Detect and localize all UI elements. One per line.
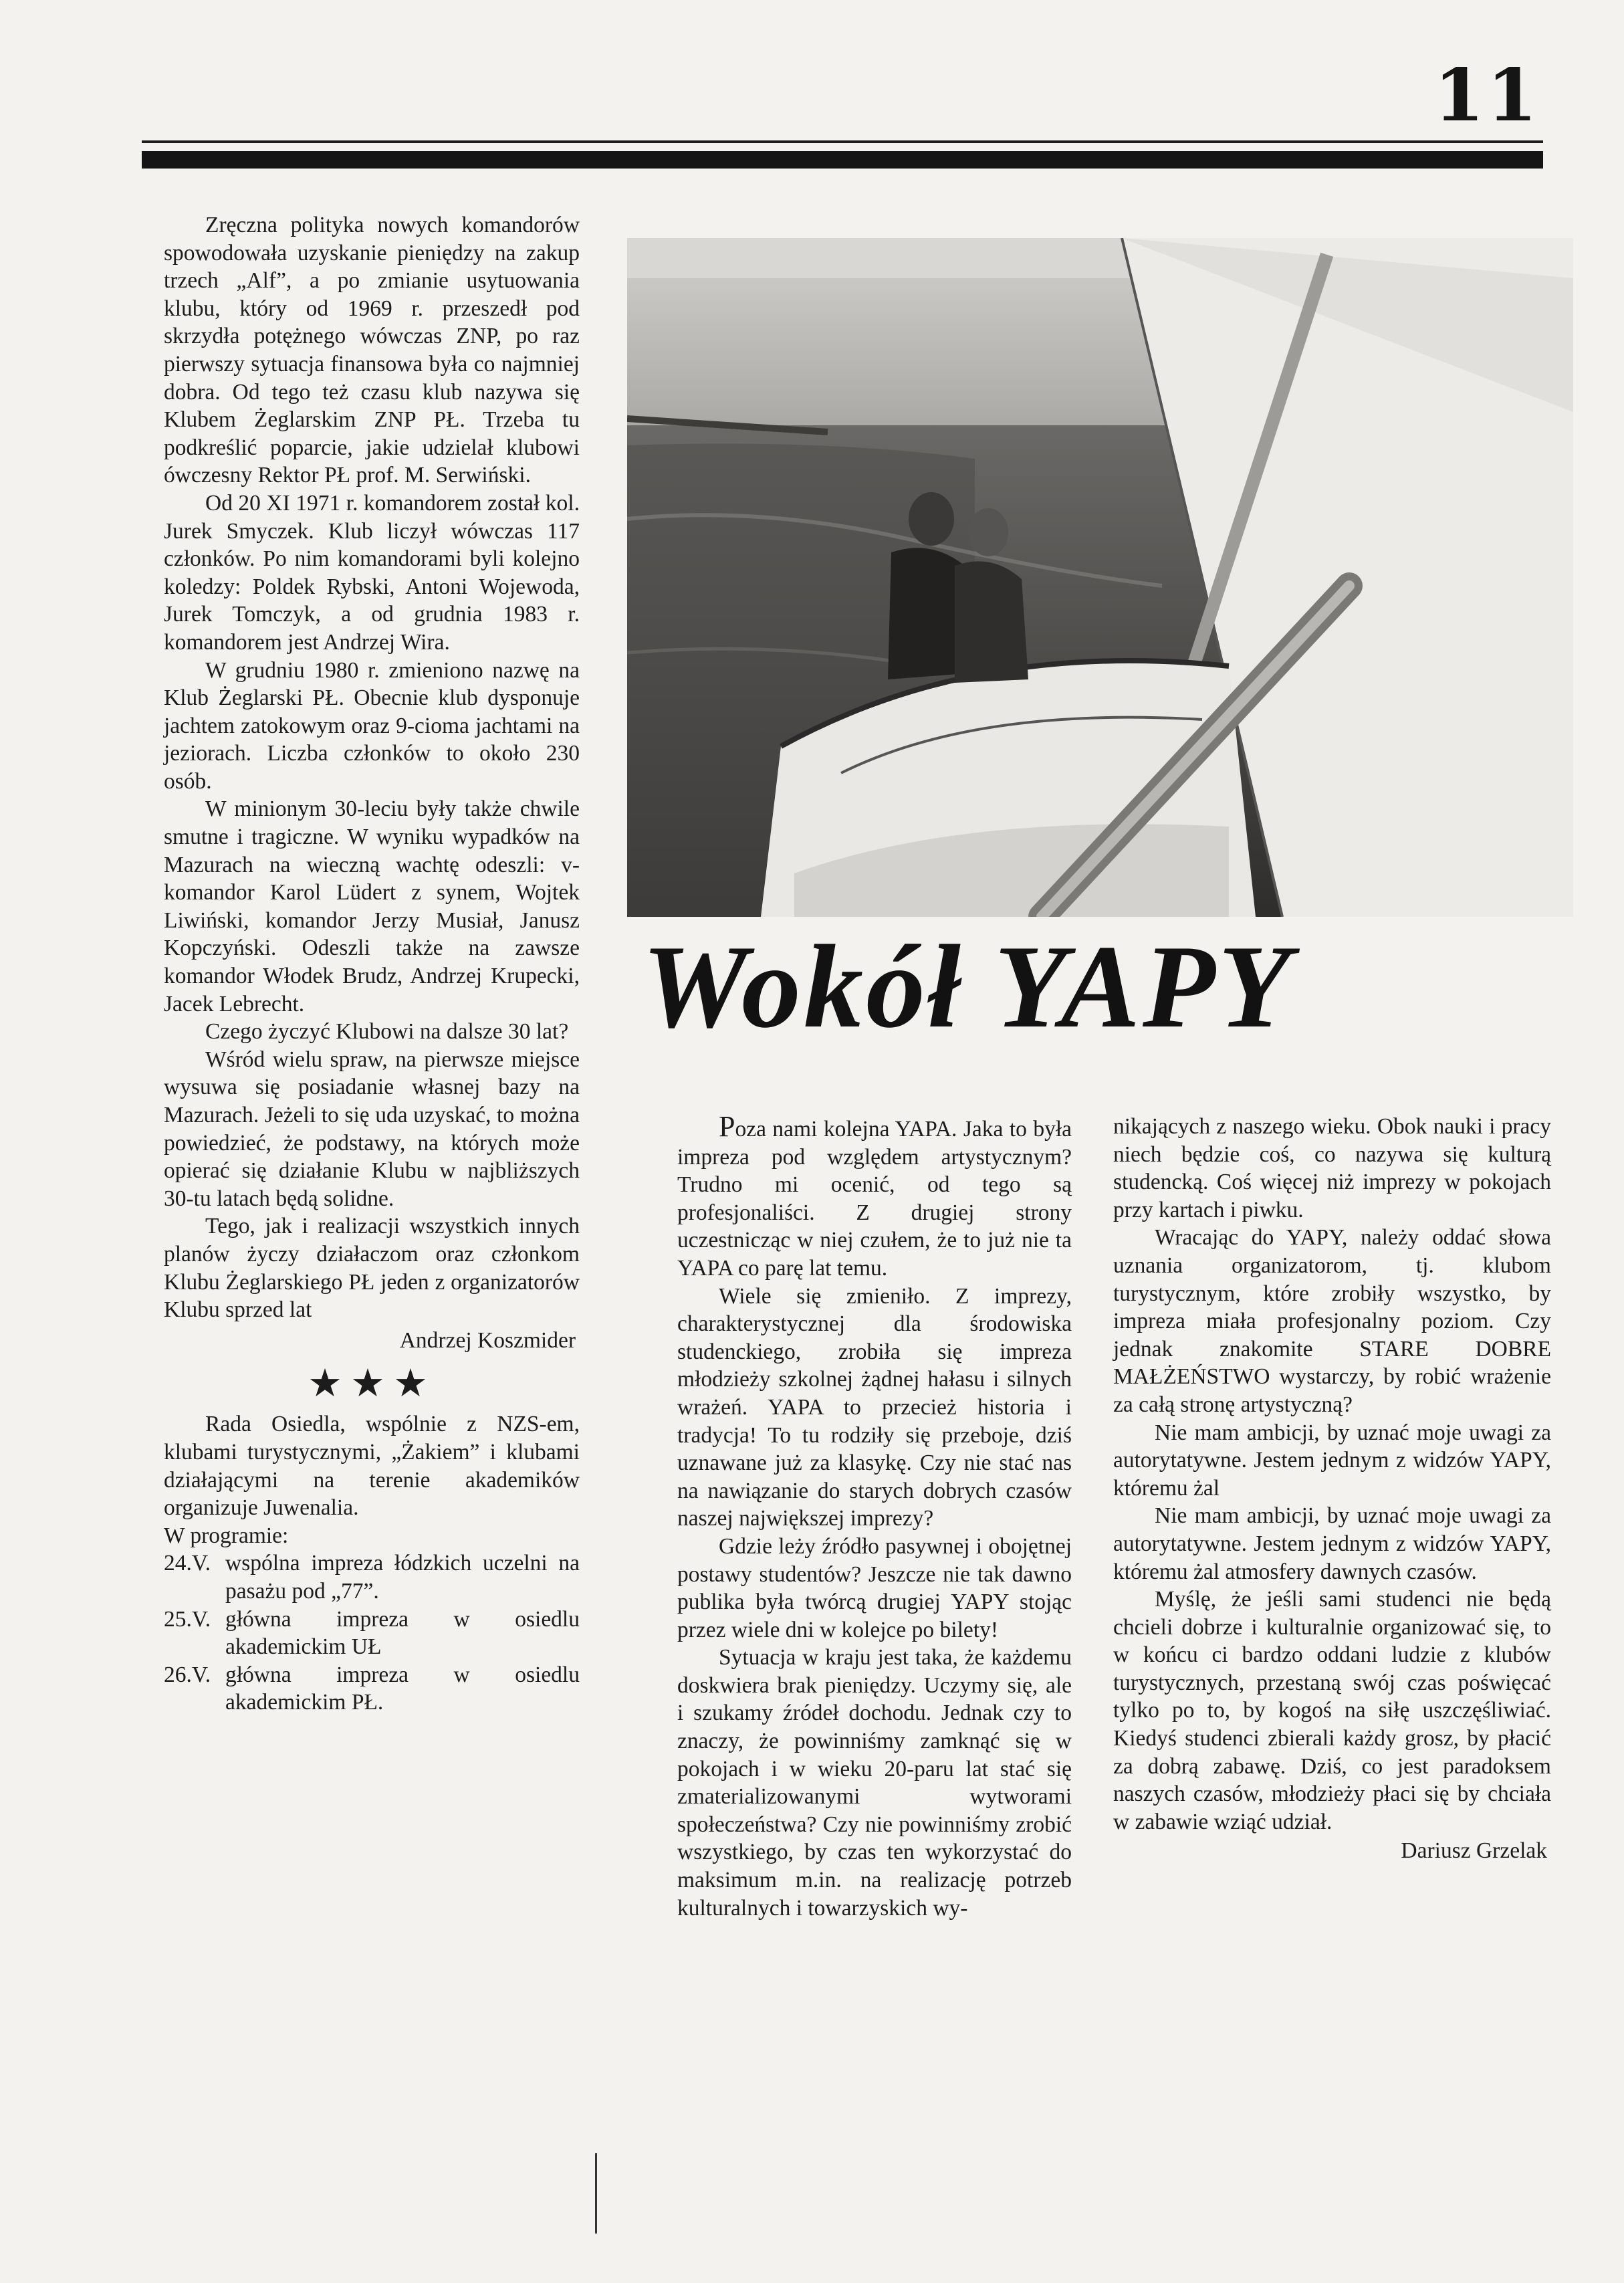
history-paragraph: Wśród wielu spraw, na pierwsze miejsce wysuwa się posiadanie własnej bazy na Mazurach. Jeżeli to się uda uzyskać, to można powiedzieć, że podstawy, na których może opierać się działanie Klubu w najbliższych 30-tu latach będą solidne. [164,1047,580,1211]
club-history-column [164,211,580,1717]
article-column-middle [677,1110,1072,1922]
article-paragraph: Nie mam ambicji, by uznać moje uwagi za autorytatywne. Jestem jednym z widzów YAPY, któremu żal [1113,1420,1551,1501]
program-date: 24.V. [164,1551,211,1576]
separator-stars: ★★★ [308,1362,436,1406]
program-item [164,1606,580,1661]
drop-cap: P [719,1110,735,1143]
column-divider [595,2153,597,2234]
article-paragraph: Myślę, że jeśli sami studenci nie będą chcieli dobrze i kulturalnie organizować się, to w końcu ci bardzo oddani ludzie z klubów turystycznych, przestaną swój czas poświęcać tylko po to, by kogoś na siłę uszczęśliwiać. Kiedyś studenci zbierali każdy grosz, by płacić za dobrą zabawę. Dziś, co jest paradoksem naszych czasów, młodzieży płaci się by chciała w zabawie wziąć udział. [1113,1587,1551,1834]
article-paragraph: oza nami kolejna YAPA. Jaka to była impreza pod względem artystycznym? Trudno mi ocenić, od tego są profesjonaliści. Z drugiej strony uczestnicząc w niej czułem, że to już nie ta YAPA co parę lat temu. [677,1117,1072,1281]
program-description: główna impreza w osiedlu akademickim PŁ. [225,1662,580,1715]
header-rule-thick [142,151,1543,169]
article-paragraph: Wracając do YAPY, należy oddać słowa uznania organizatorom, tj. klubom turystycznym, które zrobiły wszystko, by impreza miała profesjonalny poziom. Czy jednak znakomite STARE DOBRE MAŁŻEŃSTWO wystarczy, by robić wrażenie za całą stronę artystyczną? [1113,1225,1551,1417]
article-column-right [1113,1113,1551,1865]
program-date: 26.V. [164,1662,211,1687]
article-paragraph: nikających z naszego wieku. Obok nauki i pracy niech będzie coś, co nazywa się kulturą studencką. Coś więcej niż imprezy w pokojach przy kartach i piwku. [1113,1114,1551,1222]
history-paragraph: Czego życzyć Klubowi na dalsze 30 lat? [205,1019,569,1045]
history-paragraph: Zręczna polityka nowych komandorów spowodowała uzyskanie pieniędzy na zakup trzech „Alf”, a po zmianie usytuowania klubu, który od 1969 r. przeszedł pod skrzydła potężnego wówczas ZNP, po raz pierwszy sytuacja finansowa była co najmniej dobra. Od tego też czasu klub nazywa się Klubem Żeglarskim ZNP PŁ. Trzeba tu podkreślić poparcie, jakie udzielał klubowi ówczesny Rektor PŁ prof. M. Serwiński. [164,213,580,488]
history-paragraph: W grudniu 1980 r. zmieniono nazwę na Klub Żeglarski PŁ. Obecnie klub dysponuje jachtem zatokowym oraz 9-cioma jachtami na jeziorach. Liczba członków to około 230 osób. [164,657,580,794]
article-paragraph: Sytuacja w kraju jest taka, że każdemu doskwiera brak pieniędzy. Uczymy się, ale i szukamy źródeł dochodu. Jednak czy to znaczy, że powinniśmy zamknąć się w pokojach i w wieku 20-paru lat stać się zmaterializowanymi wytworami społeczeństwa? Czy nie powinniśmy zrobić wszystkiego, by czas ten wykorzystać do maksimum m.in. na realizację potrzeb kulturalnych i towarzyskich wy- [677,1645,1072,1921]
article-paragraph: Gdzie leży źródło pasywnej i obojętnej postawy studentów? Jeszcze nie tak dawno publika była twórcą drugiej YAPY stojąc przez wiele dni w kolejce po bilety! [677,1533,1072,1642]
article-author: Dariusz Grzelak [1401,1838,1547,1864]
program-description: wspólna impreza łódzkich uczelni na pasażu pod „77”. [225,1551,580,1604]
yacht-illustration [627,238,1573,917]
program-item [164,1661,580,1717]
juwenalia-notice: Rada Osiedla, wspólnie z NZS-em, klubami turystycznymi, „Żakiem” i klubami działającymi na terenie akademików organizuje Juwenalia. [164,1412,580,1521]
header-rule-thin [142,140,1543,143]
program-item [164,1549,580,1605]
program-date: 25.V. [164,1606,211,1632]
program-label: W programie: [164,1523,289,1548]
history-paragraph: Tego, jak i realizacji wszystkich innych planów życzy działaczom oraz członkom Klubu Żeglarskiego PŁ jeden z organizatorów Klubu sprzed lat [164,1214,580,1323]
article-paragraph: Wiele się zmieniło. Z imprezy, charakterystycznej dla środowiska studenckiego, zrobiła się impreza młodzieży szkolnej żądnej hałasu i silnych wrażeń. YAPA to przecież historia i tradycja! To tu rodziły się przeboje, dziś uznawane już za klasykę. Czy nie stać nas na nawiązanie do starych dobrych czasów naszej największej imprezy? [677,1283,1072,1531]
history-paragraph: W minionym 30-leciu były także chwile smutne i tragiczne. W wyniku wypadków na Mazurach na wieczną wachtę odeszli: v-komandor Karol Lüdert z synem, Wojtek Liwiński, komandor Jerzy Musiał, Janusz Kopczyński. Odeszli także na zawsze komandor Włodek Brudz, Andrzej Krupecki, Jacek Lebrecht. [164,796,580,1016]
program-description: główna impreza w osiedlu akademickim UŁ [225,1606,580,1660]
sailing-photo [627,238,1573,917]
article-paragraph: Nie mam ambicji, by uznać moje uwagi za autorytatywne. Jestem jednym z widzów YAPY, któremu żal atmosfery dawnych czasów. [1113,1503,1551,1584]
article-title: Wokół YAPY [642,920,1294,1053]
history-paragraph: Od 20 XI 1971 r. komandorem został kol. Jurek Smyczek. Klub liczył wówczas 117 członków. Po nim komandorami byli kolejno koledzy: Poldek Rybski, Antoni Wojewoda, Jurek Tomczyk, a od grudnia 1983 r. komandorem jest Andrzej Wira. [164,490,580,655]
history-author: Andrzej Koszmider [399,1327,576,1353]
page-number: 11 [1433,53,1540,138]
